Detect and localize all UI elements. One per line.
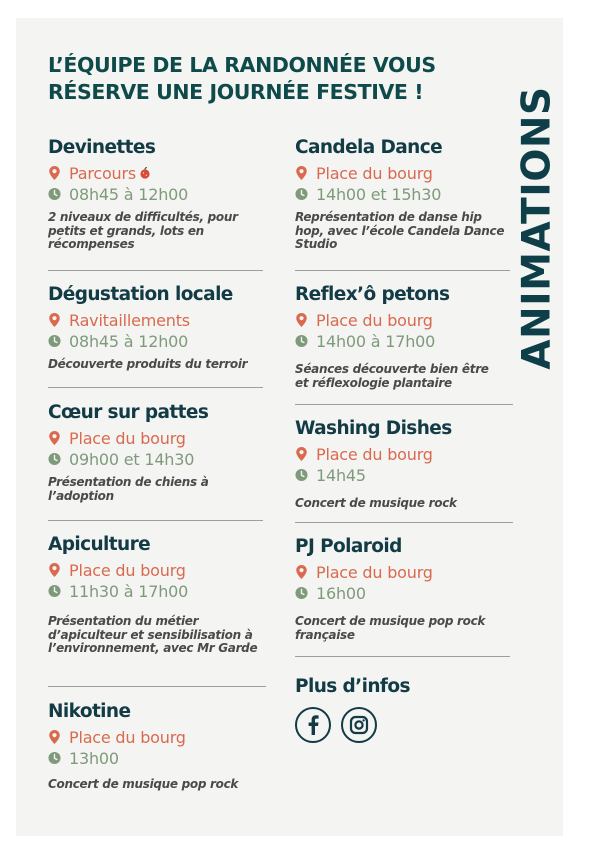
event-time bbox=[295, 583, 513, 603]
event-title: Devinettes bbox=[48, 137, 156, 158]
event-place-label: Place du bourg bbox=[316, 163, 433, 183]
clock-icon bbox=[295, 468, 308, 482]
event-description: Concert de musique pop rock bbox=[48, 777, 239, 791]
location-pin-icon bbox=[48, 730, 61, 744]
event-washing-dishes bbox=[295, 417, 513, 511]
event-reflex-o-petons bbox=[295, 283, 513, 390]
location-pin-icon bbox=[295, 313, 308, 327]
event-title: Candela Dance bbox=[295, 137, 443, 158]
divider bbox=[295, 404, 513, 405]
divider bbox=[48, 686, 266, 687]
event-place-label: Place du bourg bbox=[69, 428, 186, 448]
event-time bbox=[48, 748, 266, 768]
event-description: Représentation de danse hip hop, avec l’école Candela Dance Studio bbox=[295, 210, 505, 251]
event-place-label: Place du bourg bbox=[316, 310, 433, 330]
event-place bbox=[48, 310, 266, 330]
event-title: Apiculture bbox=[48, 534, 151, 555]
event-place-label: Place du bourg bbox=[316, 562, 433, 582]
event-place bbox=[295, 163, 513, 183]
event-title: Reflex’ô petons bbox=[295, 284, 450, 305]
event-coeur-sur-pattes bbox=[48, 401, 266, 503]
event-description: Présentation du métier d’apiculteur et sensibilisation à l’environnement, avec Mr Garde bbox=[48, 614, 258, 655]
event-apiculture bbox=[48, 533, 266, 656]
more-info-title: Plus d’infos bbox=[295, 676, 410, 697]
event-degustation bbox=[48, 283, 266, 372]
event-place bbox=[295, 310, 513, 330]
event-title: Dégustation locale bbox=[48, 284, 233, 305]
clock-icon bbox=[295, 334, 308, 348]
event-place-label: Place du bourg bbox=[316, 444, 433, 464]
event-place-label: Ravitaillements bbox=[69, 310, 190, 330]
event-devinettes bbox=[48, 136, 266, 252]
event-place bbox=[48, 163, 266, 183]
location-pin-icon bbox=[295, 447, 308, 461]
event-place bbox=[295, 444, 513, 464]
event-title: PJ Polaroid bbox=[295, 536, 402, 557]
event-time-label: 13h00 bbox=[69, 748, 119, 768]
clock-icon bbox=[48, 584, 61, 598]
event-title: Cœur sur pattes bbox=[48, 402, 209, 423]
divider bbox=[48, 520, 263, 521]
facebook-icon bbox=[306, 715, 320, 735]
event-place-label: Place du bourg bbox=[69, 560, 186, 580]
event-description: Découverte produits du terroir bbox=[48, 357, 248, 371]
headline-line-1: L’ÉQUIPE DE LA RANDONNÉE VOUS bbox=[48, 53, 436, 77]
location-pin-icon bbox=[48, 313, 61, 327]
headline bbox=[48, 52, 488, 106]
apple-icon bbox=[139, 167, 151, 179]
event-time-label: 11h30 à 17h00 bbox=[69, 581, 189, 601]
event-time bbox=[48, 449, 266, 469]
event-time bbox=[295, 184, 513, 204]
event-place bbox=[48, 428, 266, 448]
divider bbox=[295, 656, 510, 657]
event-time bbox=[48, 331, 266, 351]
event-title: Washing Dishes bbox=[295, 418, 452, 439]
event-place bbox=[48, 727, 266, 747]
headline-line-2: RÉSERVE UNE JOURNÉE FESTIVE ! bbox=[48, 80, 424, 104]
event-place bbox=[295, 562, 513, 582]
facebook-link[interactable] bbox=[295, 707, 331, 743]
location-pin-icon bbox=[295, 565, 308, 579]
event-description: Concert de musique pop rock française bbox=[295, 614, 486, 642]
location-pin-icon bbox=[48, 563, 61, 577]
event-time-label: 09h00 et 14h30 bbox=[69, 449, 195, 469]
clock-icon bbox=[48, 452, 61, 466]
event-time-label: 14h00 à 17h00 bbox=[316, 331, 436, 351]
event-time-label: 16h00 bbox=[316, 583, 366, 603]
event-place-label: Parcours bbox=[69, 163, 137, 183]
event-place-label: Place du bourg bbox=[69, 727, 186, 747]
clock-icon bbox=[48, 751, 61, 765]
clock-icon bbox=[48, 334, 61, 348]
location-pin-icon bbox=[295, 166, 308, 180]
clock-icon bbox=[48, 187, 61, 201]
event-time bbox=[48, 581, 266, 601]
location-pin-icon bbox=[48, 166, 61, 180]
event-time-label: 14h45 bbox=[316, 465, 366, 485]
divider bbox=[48, 387, 263, 388]
clock-icon bbox=[295, 586, 308, 600]
instagram-icon bbox=[349, 715, 369, 735]
event-place bbox=[48, 560, 266, 580]
event-time bbox=[48, 184, 266, 204]
event-description: Séances découverte bien être et réflexologie plantaire bbox=[295, 362, 489, 390]
event-time bbox=[295, 465, 513, 485]
event-description: Concert de musique rock bbox=[295, 496, 457, 510]
divider bbox=[295, 270, 510, 271]
divider bbox=[295, 522, 513, 523]
instagram-link[interactable] bbox=[341, 707, 377, 743]
event-nikotine bbox=[48, 700, 266, 792]
event-time bbox=[295, 331, 513, 351]
side-title: ANIMATIONS bbox=[514, 86, 560, 370]
event-pj-polaroid bbox=[295, 535, 513, 642]
event-time-label: 08h45 à 12h00 bbox=[69, 331, 189, 351]
event-description: 2 niveaux de difficultés, pour petits et grands, lots en récompenses bbox=[48, 210, 238, 251]
clock-icon bbox=[295, 187, 308, 201]
event-description: Présentation de chiens à l’adoption bbox=[48, 475, 209, 503]
divider bbox=[48, 270, 263, 271]
event-title: Nikotine bbox=[48, 701, 131, 722]
location-pin-icon bbox=[48, 431, 61, 445]
event-time-label: 14h00 et 15h30 bbox=[316, 184, 442, 204]
event-time-label: 08h45 à 12h00 bbox=[69, 184, 189, 204]
event-candela-dance bbox=[295, 136, 513, 252]
